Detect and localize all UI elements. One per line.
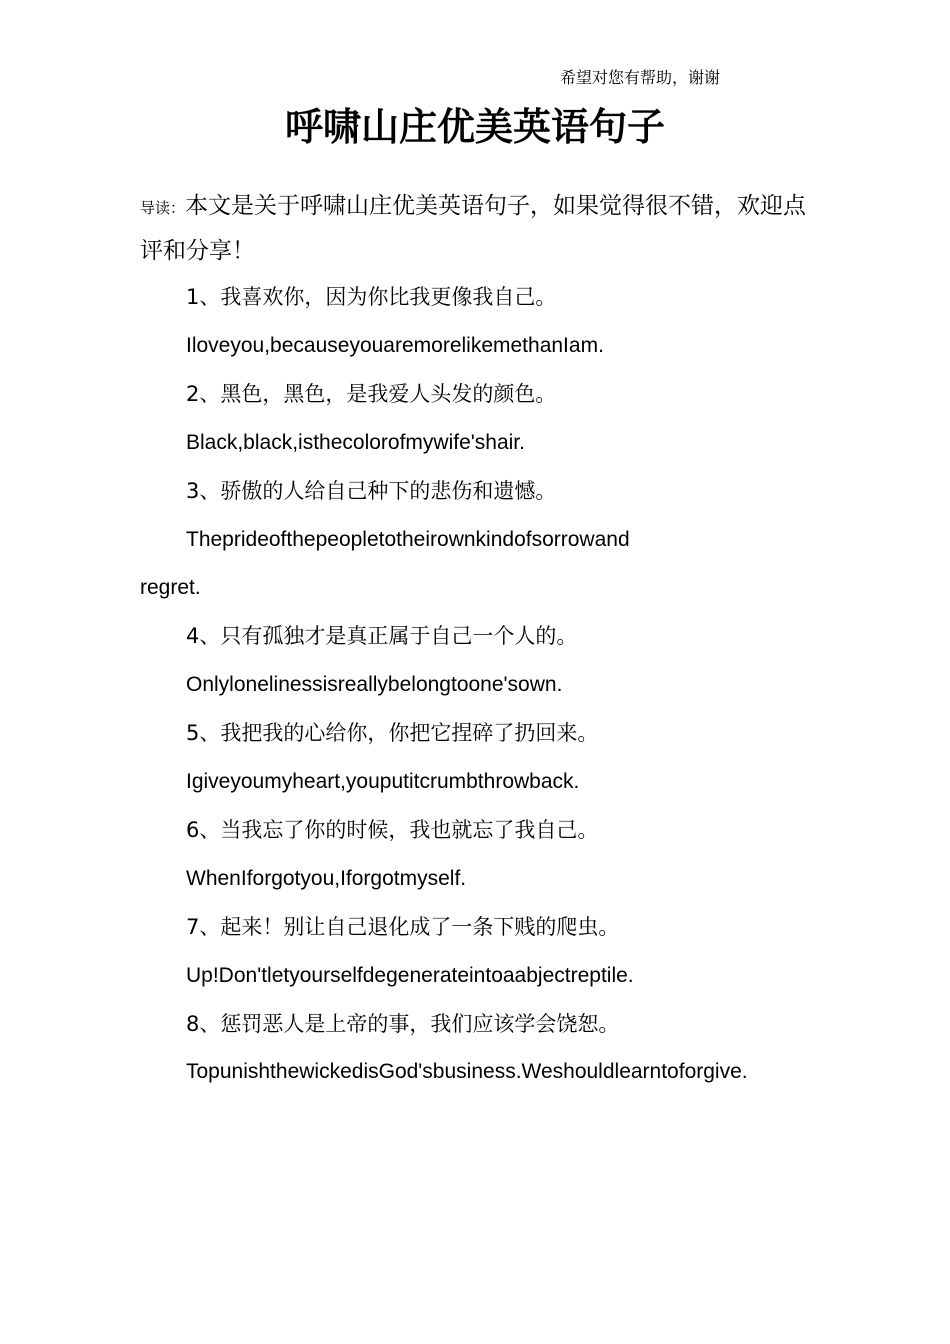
intro-lead: 导读： (140, 199, 186, 217)
sentence-zh-7: 7、起来！别让自己退化成了一条下贱的爬虫。 (186, 915, 620, 939)
intro-paragraph (140, 185, 820, 273)
sentence-zh-1: 1、我喜欢你，因为你比我更像我自己。 (186, 285, 557, 309)
sentence-zh-3: 3、骄傲的人给自己种下的悲伤和遗憾。 (186, 479, 557, 503)
sentence-zh-4: 4、只有孤独才是真正属于自己一个人的。 (186, 624, 578, 648)
sentence-en-6: WhenIforgotyou,Iforgotmyself. (186, 867, 467, 890)
sentence-en-3-cont: regret. (140, 576, 201, 599)
sentence-en-1: Iloveyou,becauseyouaremorelikemethanIam. (186, 334, 604, 357)
sentence-en-3: Theprideofthepeopletotheirownkindofsorrowand (186, 528, 630, 551)
header-note: 希望对您有帮助，谢谢 (560, 68, 721, 87)
sentence-en-8: TopunishthewickedisGod'sbusiness.Weshouldlearntoforgive. (186, 1060, 748, 1083)
sentence-zh-8: 8、惩罚恶人是上帝的事，我们应该学会饶恕。 (186, 1012, 620, 1036)
page-title: 呼啸山庄优美英语句子 (284, 105, 665, 149)
sentence-zh-6: 6、当我忘了你的时候，我也就忘了我自己。 (186, 818, 599, 842)
intro-text: 本文是关于呼啸山庄优美英语句子，如果觉得很不错，欢迎点评和分享！ (140, 193, 807, 264)
sentence-en-2: Black,black,isthecolorofmywife'shair. (186, 431, 525, 454)
sentence-zh-5: 5、我把我的心给你，你把它捏碎了扔回来。 (186, 721, 599, 745)
sentence-en-4: Onlylonelinessisreallybelongtoone'sown. (186, 673, 563, 696)
sentence-zh-2: 2、黑色，黑色，是我爱人头发的颜色。 (186, 382, 557, 406)
sentence-en-7: Up!Don'tletyourselfdegenerateintoaabjectreptile. (186, 964, 634, 987)
sentence-en-5: Igiveyoumyheart,youputitcrumbthrowback. (186, 770, 580, 793)
